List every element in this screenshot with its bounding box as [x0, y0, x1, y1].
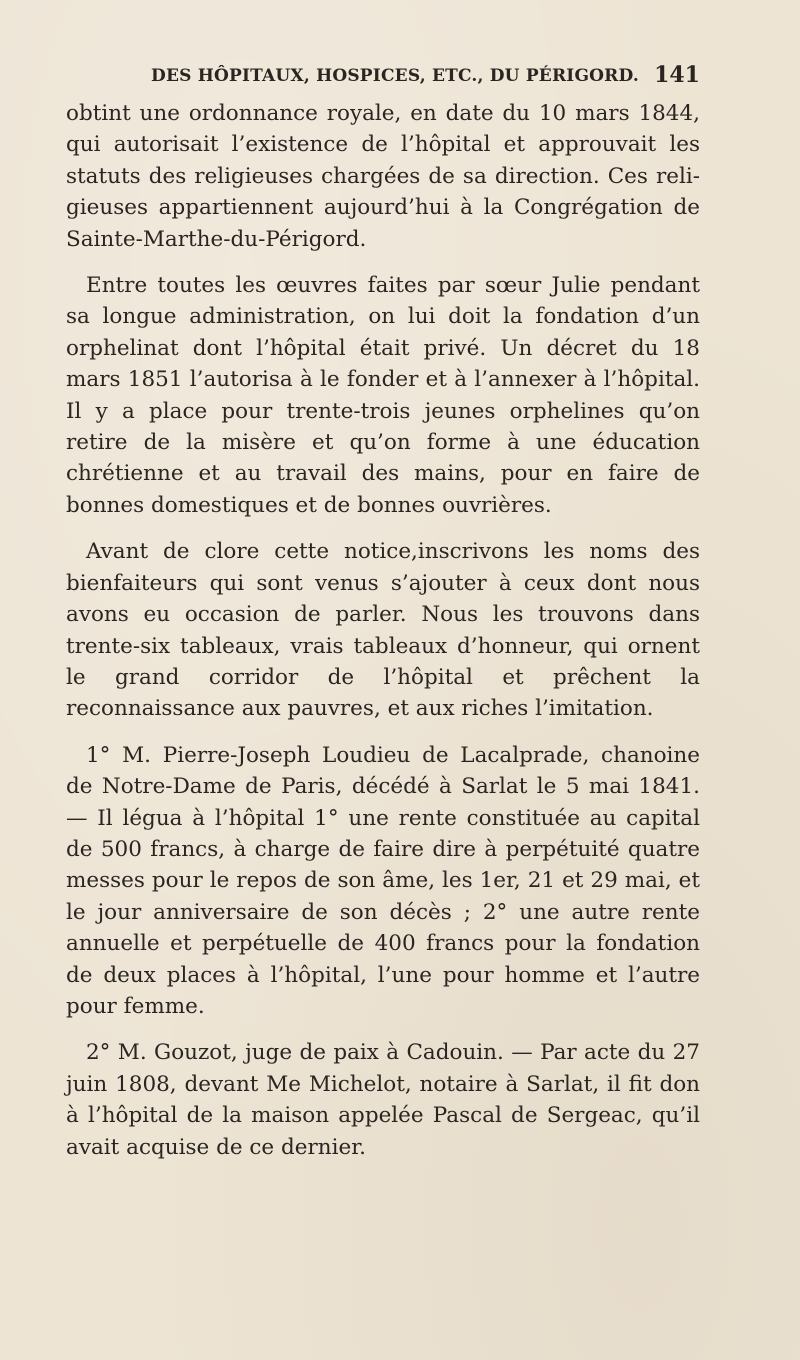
- page-number: 141: [654, 62, 700, 88]
- paragraph-hospital-ordinance: obtint une ordonnance royale, en date du 10 mars 1844, qui autorisait l’existence de l’hôpital et approuvait les statuts des religieuses chargées de sa direction. Ces religieuses appartiennent aujourd’hui à la Congrégation de Sainte-Marthe-du-Périgord.: [66, 101, 700, 252]
- running-head: [66, 62, 700, 92]
- paragraph-orphanage: Entre toutes les œuvres faites par sœur Julie pendant sa longue administration, on lui doit la fondation d’un orphelinat dont l’hôpital était privé. Un décret du 18 mars 1851 l’autorisa à le fonder et à l’annexer à l’hôpital. Il y a place pour trente-trois jeunes orphelines qu’on retire de la misère et qu’on forme à une éducation chrétienne et au travail des mains, pour en faire de bonnes domestiques et de bonnes ouvrières.: [66, 273, 700, 518]
- paragraph-benefactors: Avant de clore cette notice,inscrivons les noms des bienfaiteurs qui sont venus s’ajouter à ceux dont nous avons eu occasion de parler. Nous les trouvons dans trente-six tableaux, vrais tableaux d’honneur, qui ornent le grand corridor de l’hôpital et prêchent la reconnaissance aux pauvres, et aux riches l’imitation.: [66, 539, 700, 722]
- text-body: [66, 98, 700, 1178]
- running-title: DES HÔPITAUX, HOSPICES, ETC., DU PÉRIGORD.: [151, 66, 639, 86]
- paragraph-benefactor-1: 1° M. Pierre-Joseph Loudieu de Lacalprade, chanoine de Notre-Dame de Paris, décédé à Sarlat le 5 mai 1841. — Il légua à l’hôpital 1° une rente constituée au capital de 500 francs, à charge de faire dire à perpétuité quatre messes pour le repos de son âme, les 1er, 21 et 29 mai, et le jour anniversaire de son décès ; 2° une autre rente annuelle et perpétuelle de 400 francs pour la fondation de deux places à l’hôpital, l’une pour homme et l’autre pour femme.: [66, 742, 700, 1019]
- paragraph-benefactor-2: 2° M. Gouzot, juge de paix à Cadouin. — Par acte du 27 juin 1808, devant Me Michelot, notaire à Sarlat, il fit don à l’hôpital de la maison appelée Pascal de Sergeac, qu’il avait acquise de ce dernier.: [66, 1040, 700, 1160]
